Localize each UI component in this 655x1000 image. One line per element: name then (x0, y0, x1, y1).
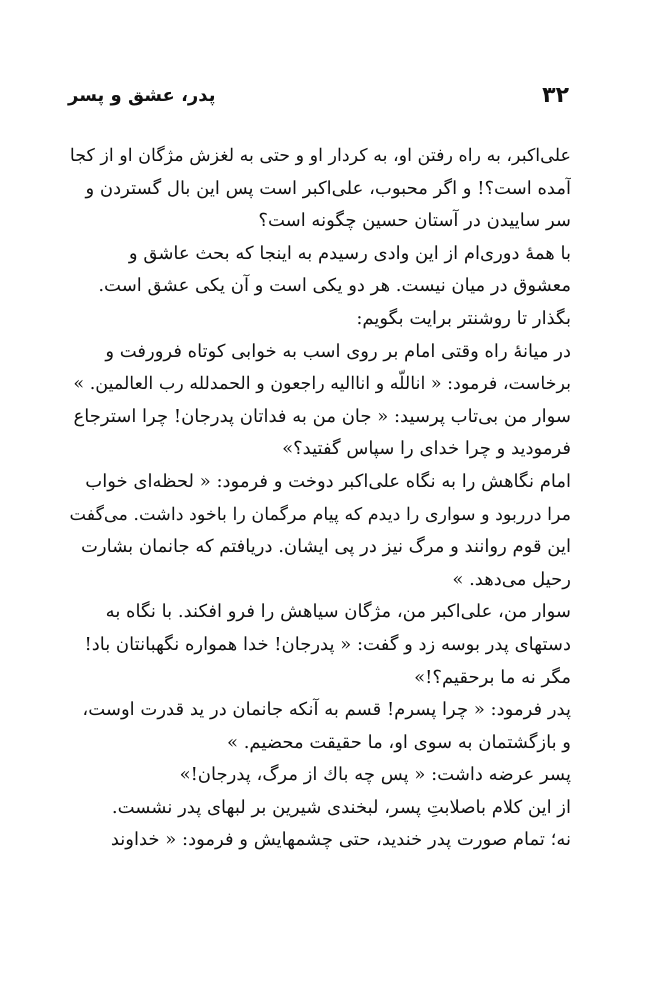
text-line: مگر نه ما برحقیم؟!» (414, 666, 571, 688)
running-header (68, 78, 569, 112)
text-line: آمده است؟! و اگر محبوب، علی‌اکبر است پس این بال گستردن و (85, 177, 571, 199)
text-line: رحیل می‌دهد. » (452, 568, 571, 590)
text-line: فرمودید و چرا خدای را سپاس گفتید؟» (282, 438, 571, 460)
page-number: ۳۲ (542, 82, 569, 108)
text-line: سوار من بی‌تاب پرسید: « جان من به فداتان پدرجان! چرا استرجاع (73, 405, 571, 427)
text-line: برخاست، فرمود: « اناللّه و اناالیه راجعون و الحمدلله رب العالمین. » (73, 374, 571, 395)
body-text (66, 140, 571, 857)
text-line: علی‌اکبر، به راه رفتن او، به کردار او و حتی به لغزش مژگان او از کجا (69, 146, 571, 166)
text-line: سوار من، علی‌اکبر من، مژگان سیاهش را فرو افکند. با نگاه به (105, 601, 571, 623)
text-line: در میانهٔ راه وقتی امام بر روی اسب به خوابی کوتاه فرورفت و (105, 340, 571, 362)
text-line: نه؛ تمام صورت پدر خندید، حتی چشمهایش و فرمود: « خداوند (110, 829, 571, 851)
text-line: پسر عرضه داشت: « پس چه باك از مرگ، پدرجان!» (179, 764, 571, 786)
text-line: امام نگاهش را به نگاه علی‌اکبر دوخت و فرمود: « لحظه‌ای خواب (85, 470, 571, 492)
text-line: از این کلام باصلابتِ پسر، لبخندی شیرین بر لبهای پدر نشست. (111, 796, 571, 818)
text-line: دستهای پدر بوسه زد و گفت: « پدرجان! خدا همواره نگهبانتان باد! (84, 633, 571, 655)
text-line: پدر فرمود: « چرا پسرم! قسم به آنکه جانمان در ید قدرت اوست، (82, 699, 571, 721)
text-line: سر ساییدن در آستان حسین چگونه است؟ (258, 210, 571, 232)
text-line: مرا درربود و سواری را دیدم که پیام مرگمان را باخود داشت. می‌گفت (69, 504, 571, 525)
book-title: پدر، عشق و پسر (68, 84, 216, 106)
text-line: با همهٔ دوری‌ام از این وادی رسیدم به اینجا که بحث عاشق و (128, 242, 571, 264)
text-line: معشوق در میان نیست. هر دو یکی است و آن یکی عشق است. (98, 275, 571, 297)
text-line: و بازگشتمان به سوی او، ما حقیقت محضیم. » (226, 731, 571, 753)
text-line: این قوم روانند و مرگ نیز در پی ایشان. دریافتم که جانمان بشارت (80, 536, 571, 558)
text-line: بگذار تا روشنتر برایت بگویم: (356, 307, 571, 329)
